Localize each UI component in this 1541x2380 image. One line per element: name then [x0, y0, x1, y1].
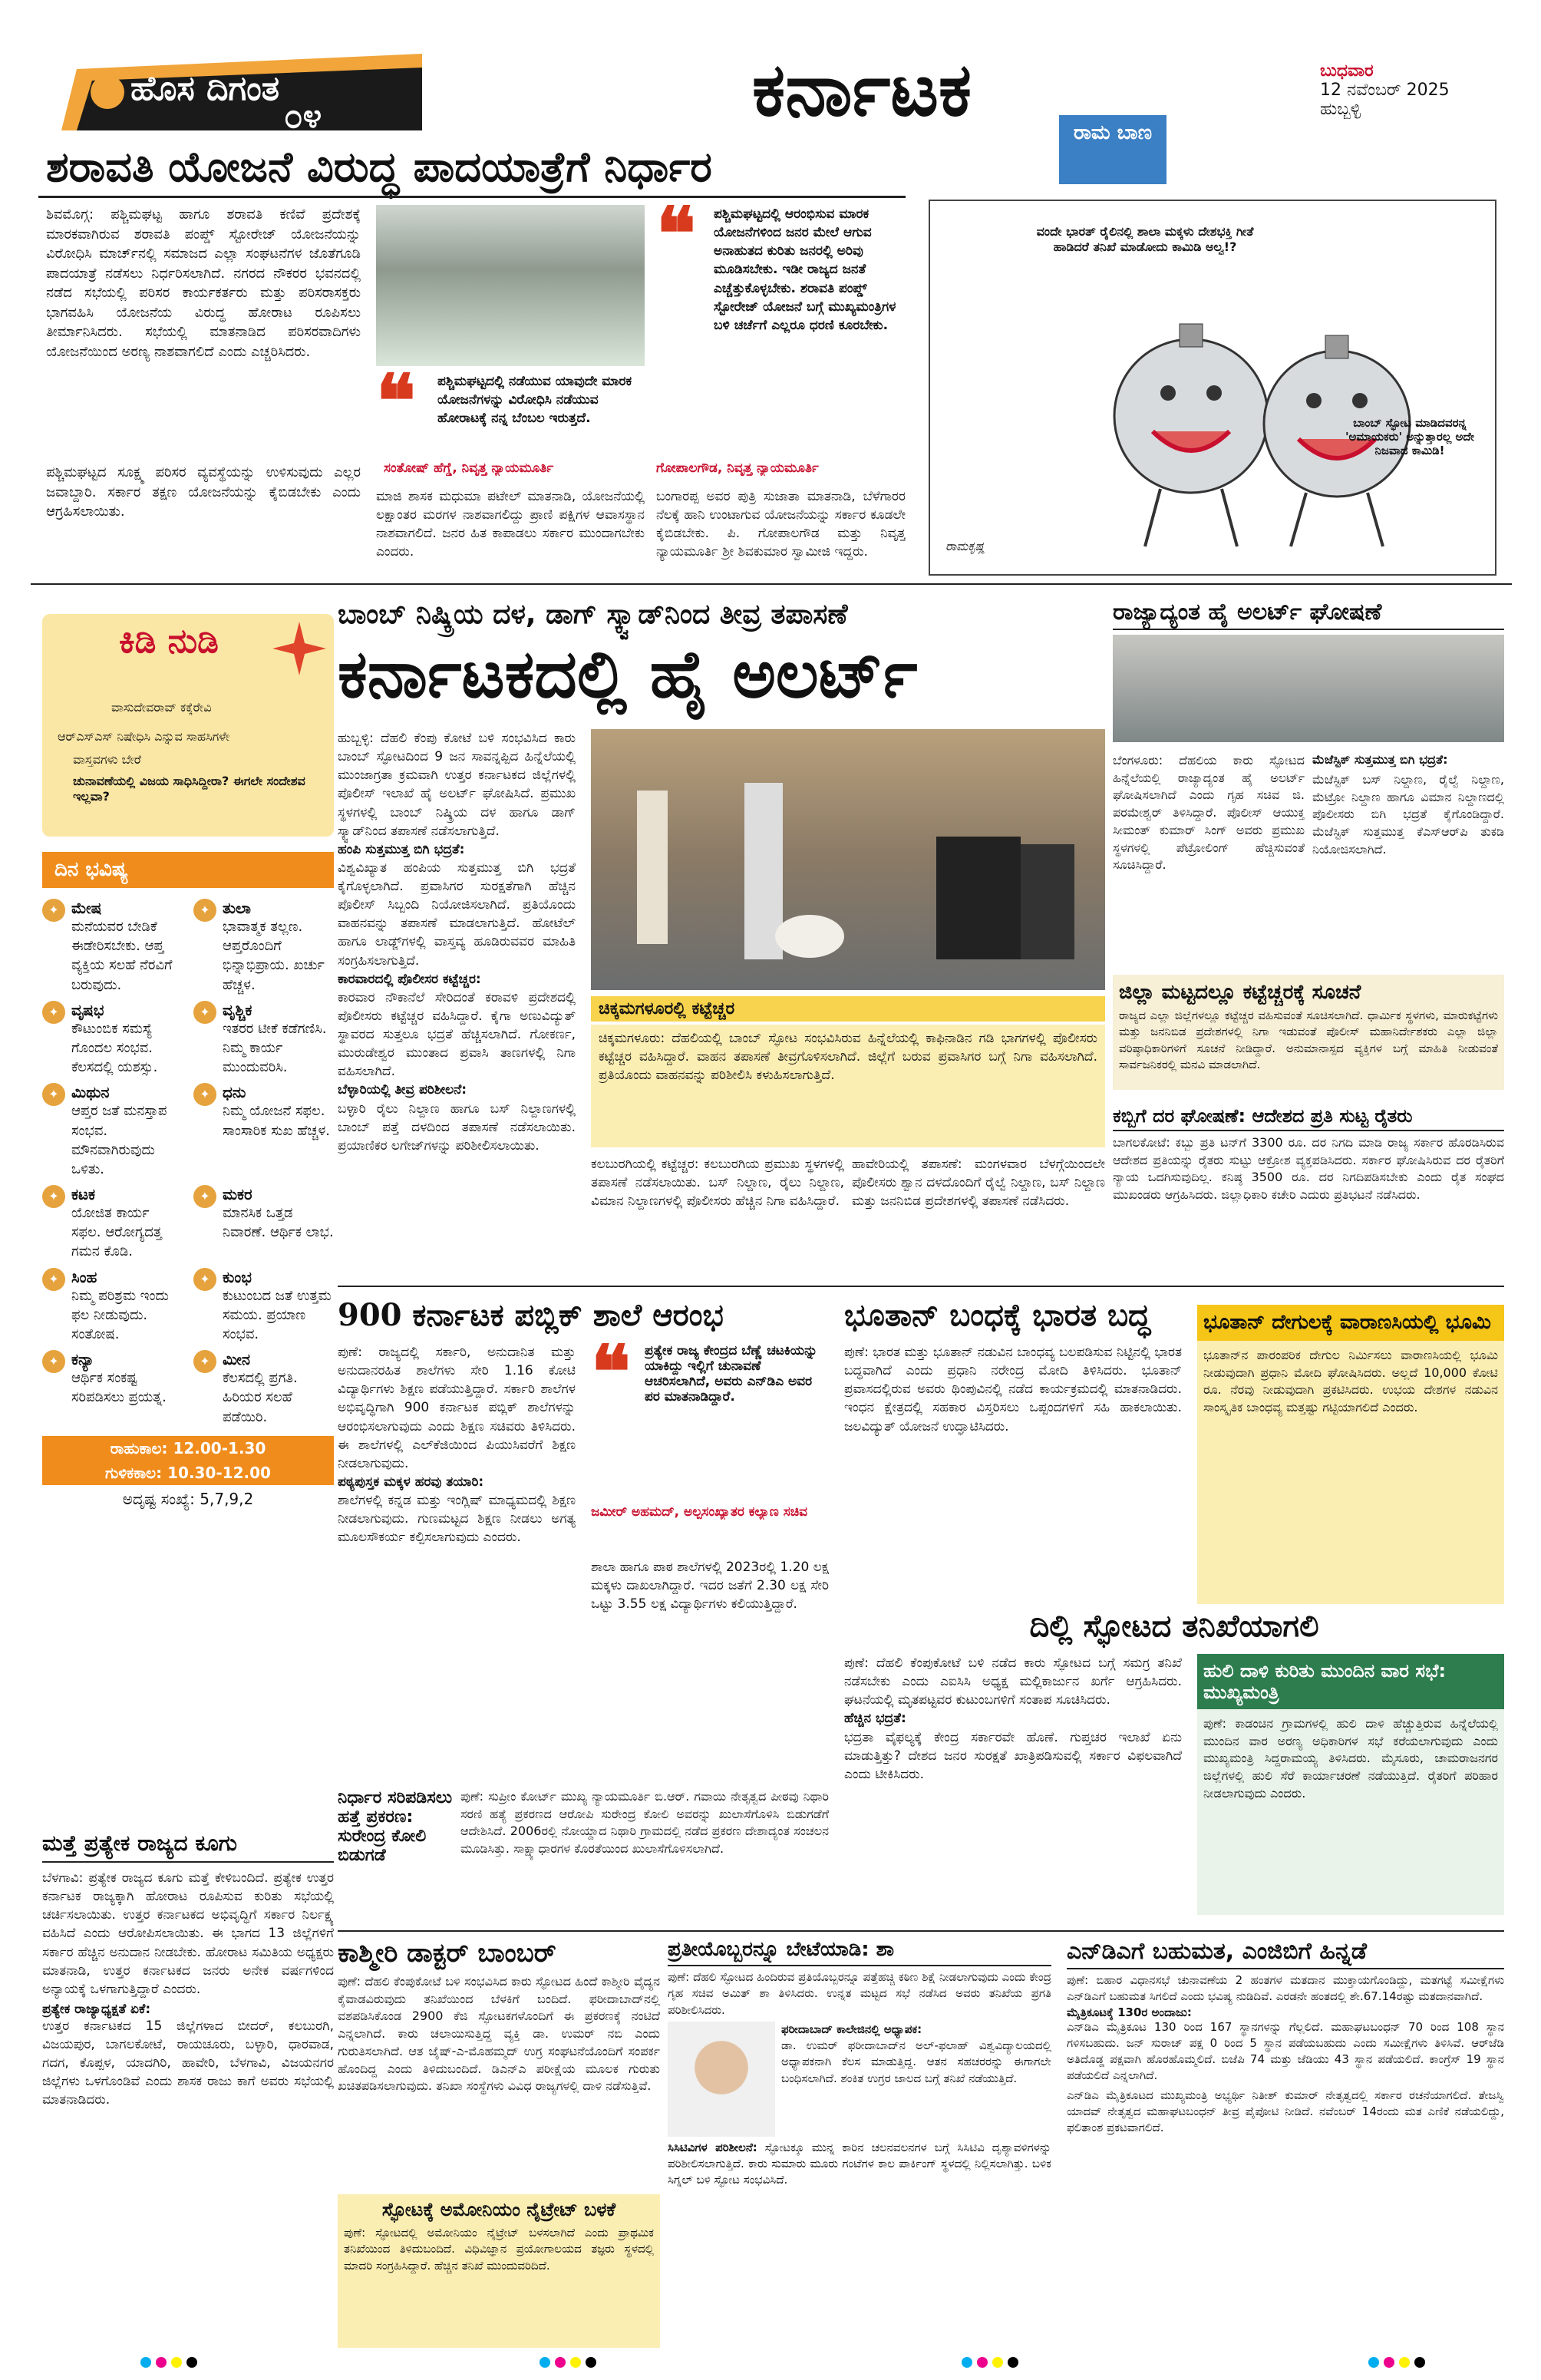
tiger-box-body: ಪುಣೆ: ಕಾಡಂಚಿನ ಗ್ರಾಮಗಳಲ್ಲಿ ಹುಲಿ ದಾಳಿ ಹೆಚ್ಚುತ್ತಿರುವ ಹಿನ್ನೆಲೆಯಲ್ಲಿ ಮುಂದಿನ ವಾರ ಅರಣ್ಯ ಅಧಿಕಾರಿಗಳ ಸಭೆ ಕರೆಯಲಾಗುವುದು ಎಂದು ಮುಖ್ಯಮಂತ್ರಿ ಸಿದ್ದರಾಮಯ್ಯ ತಿಳಿಸಿದರು. ಮೈಸೂರು, ಚಾಮರಾಜನಗರ ಜಿಲ್ಲೆಗಳಲ್ಲಿ ಹುಲಿ ಸೆರೆ ಕಾರ್ಯಾಚರಣೆ ನಡೆಯುತ್ತಿದೆ. ರೈತರಿಗೆ ಪರಿಹಾರ ನೀಡಲಾಗುವುದು ಎಂದರು.	[1203, 1716, 1498, 1801]
horoscope-sign	[193, 998, 334, 1081]
school-quote-byline: ಜಮೀರ್ ಅಹಮದ್, ಅಲ್ಪಸಂಖ್ಯಾತರ ಕಲ್ಯಾಣ ಸಚಿವ	[591, 1504, 808, 1520]
zodiac-icon: ✦	[42, 1350, 65, 1373]
kidi-title: ಕಿಡಿ ನುಡಿ	[119, 622, 219, 661]
zodiac-icon: ✦	[42, 1268, 65, 1291]
registration-marks-right	[959, 2356, 1021, 2371]
nithari-story	[338, 1788, 829, 1926]
kashmiri-headline[interactable]: ಕಾಶ್ಮೀರಿ ಡಾಕ್ಟರ್ ಬಾಂಬರ್	[338, 1938, 556, 1969]
photo-caption: ಚಿಕ್ಕಮಗಳೂರಲ್ಲಿ ಕಟ್ಟೆಚ್ಚರ	[591, 996, 1105, 1022]
sign-text: ಇತರರ ಟೀಕೆ ಕಡೆಗಣಿಸಿ. ನಿಮ್ಮ ಕಾರ್ಯ ಮುಂದುವರಿಸಿ.	[223, 1020, 327, 1076]
statewide-body-2: ಮೆಜೆಸ್ಟಿಕ್ ಬಸ್ ನಿಲ್ದಾಣ, ರೈಲ್ವೆ ನಿಲ್ದಾಣ, ಮೆಟ್ರೋ ನಿಲ್ದಾಣ ಹಾಗೂ ವಿಮಾನ ನಿಲ್ದಾಣದಲ್ಲಿ ಪೊಲೀಸರು ಬಿಗಿ ಭದ್ರತೆ ಕೈಗೊಂಡಿದ್ದಾರೆ. ಮೆಜೆಸ್ಟಿಕ್ ಸುತ್ತಮುತ್ತ ಕೆಎಸ್‌ಆರ್‌ಪಿ ತುಕಡಿ ನಿಯೋಜಿಸಲಾಗಿದೆ.	[1312, 772, 1504, 857]
story-body-col2: ಮಾಜಿ ಶಾಸಕ ಮಧುಮಾ ಪಟೇಲ್ ಮಾತನಾಡಿ, ಯೋಜನೆಯಲ್ಲಿ ಲಕ್ಷಾಂತರ ಮರಗಳ ನಾಶವಾಗಲಿದ್ದು ಪ್ರಾಣಿ ಪಕ್ಷಿಗಳ ಆವಾಸಸ್ಥಾನ ನಾಶವಾಗಲಿದೆ. ಜನರ ಹಿತ ಕಾಪಾಡಲು ಸರ್ಕಾರ ಮುಂದಾಗಬೇಕು ಎಂದರು.	[376, 489, 645, 560]
nda-subhead: ಮೈತ್ರಿಕೂಟಕ್ಕೆ 130ರ ಅಂದಾಜು:	[1067, 2005, 1192, 2019]
edition-place: ಹುಬ್ಬಳ್ಳಿ	[1320, 100, 1361, 119]
sign-text: ಕೌಟುಂಬಿಕ ಸಮಸ್ಯೆ ಗೊಂದಲ ಸಂಭವ. ಕೆಲಸದಲ್ಲಿ ಯಶಸ್ಸು.	[71, 1020, 158, 1076]
registration-marks-center	[537, 2356, 599, 2371]
nda-body-2: ಎನ್‌ಡಿಎ ಮೈತ್ರಿಕೂಟ 130 ರಿಂದ 167 ಸ್ಥಾನಗಳನ್ನು ಗೆಲ್ಲಲಿದೆ. ಮಹಾಘಟಬಂಧನ್ 70 ರಿಂದ 108 ಸ್ಥಾನ ಗಳಿಸಬಹುದು. ಜನ್ ಸುರಾಜ್ ಪಕ್ಷ 0 ರಿಂದ 5 ಸ್ಥಾನ ಪಡೆಯಬಹುದು ಎಂದು ಸಮೀಕ್ಷೆಗಳು ತಿಳಿಸಿವೆ. ಆರ್‌ಜೆಡಿ ಅತಿದೊಡ್ಡ ಪಕ್ಷವಾಗಿ ಹೊರಹೊಮ್ಮಲಿದೆ. ಬಿಜೆಪಿ 74 ಮತ್ತು ಜೆಡಿಯು 43 ಸ್ಥಾನ ಪಡೆಯಲಿದೆ. ಕಾಂಗ್ರೆಸ್ 19 ಸ್ಥಾನ ಪಡೆಯಲಿದೆ ಎನ್ನಲಾಗಿದೆ.	[1067, 2019, 1504, 2083]
kooga-headline[interactable]: ಮತ್ತೆ ಪ್ರತ್ಯೇಕ ರಾಜ್ಯದ ಕೂಗು	[42, 1830, 334, 1863]
logo-text: ಹೊಸ ದಿಗಂತ	[130, 69, 280, 108]
horoscope-sign	[42, 896, 183, 998]
quote2-byline: ಗೋಪಾಲಗೌಡ, ನಿವೃತ್ತ ನ್ಯಾಯಮೂರ್ತಿ	[656, 460, 819, 476]
delhi-headline[interactable]: ದಿಲ್ಲಿ ಸ್ಫೋಟದ ತನಿಖೆಯಾಗಲಿ	[1029, 1608, 1319, 1644]
quote-icon: ❝	[376, 372, 416, 431]
school-story	[338, 1297, 829, 1773]
kashmiri-story	[338, 1938, 660, 2352]
sign-name: ಮೀನ	[223, 1350, 250, 1369]
issue-date: 12 ನವೆಂಬರ್ 2025	[1320, 81, 1450, 100]
sign-text: ಕುಟುಂಬದ ಜತೆ ಉತ್ತಮ ಸಮಯ. ಪ್ರಯಾಣ ಸಂಭವ.	[223, 1287, 332, 1342]
page-number: ೦೪	[284, 97, 322, 136]
statewide-subhead: ಮೆಜೆಸ್ಟಿಕ್ ಸುತ್ತಮುತ್ತ ಬಿಗಿ ಭದ್ರತೆ:	[1312, 752, 1448, 767]
section-title: ಕರ್ನಾಟಕ	[752, 46, 972, 133]
lucky-number: ಅದೃಷ್ಟ ಸಂಖ್ಯೆ: 5,7,9,2	[122, 1489, 254, 1508]
bhutan-box-title[interactable]: ಭೂತಾನ್ ದೇಗುಲಕ್ಕೆ ವಾರಾಣಸಿಯಲ್ಲಿ ಭೂಮಿ	[1197, 1305, 1504, 1341]
horoscope-sign	[193, 1182, 334, 1265]
gulikakala: ಗುಳಿಕಕಾಲ: 10.30-12.00	[42, 1461, 334, 1485]
sign-name: ಮಕರ	[223, 1185, 252, 1204]
school-body: ಪುಣೆ: ರಾಜ್ಯದಲ್ಲಿ ಸರ್ಕಾರಿ, ಅನುದಾನಿತ ಮತ್ತು ಅನುದಾನರಹಿತ ಶಾಲೆಗಳು ಸೇರಿ 1.16 ಕೋಟಿ ವಿದ್ಯಾರ್ಥಿಗಳು ಶಿಕ್ಷಣ ಪಡೆಯುತ್ತಿದ್ದಾರೆ. ಸರ್ಕಾರಿ ಶಾಲೆಗಳ ಅಭಿವೃದ್ಧಿಗಾಗಿ 900 ಕರ್ನಾಟಕ ಪಬ್ಲಿಕ್ ಶಾಲೆಗಳನ್ನು ಆರಂಭಿಸಲಾಗುವುದು ಎಂದು ಶಿಕ್ಷಣ ಸಚಿವರು ತಿಳಿಸಿದರು. ಈ ಶಾಲೆಗಳಲ್ಲಿ ಎಲ್‌ಕೆಜಿಯಿಂದ ಪಿಯುಸಿವರೆಗೆ ಶಿಕ್ಷಣ ನೀಡಲಾಗುವುದು. ಪಠ್ಯಪುಸ್ತಕ ಮಕ್ಕಳ ಹರವು ತಯಾರಿ: ಶಾಲೆಗಳಲ್ಲಿ ಕನ್ನಡ ಮತ್ತು ಇಂಗ್ಲಿಷ್ ಮಾಧ್ಯಮದಲ್ಲಿ ಶಿಕ್ಷಣ ನೀಡಲಾಗುವುದು. ಗುಣಮಟ್ಟದ ಶಿಕ್ಷಣ ನೀಡಲು ಅಗತ್ಯ ಮೂಲಸೌಕರ್ಯ ಕಲ್ಪಿಸಲಾಗುವುದು ಎಂದರು.	[338, 1345, 576, 1546]
sugarcane-headline[interactable]: ಕಬ್ಬಿಗೆ ದರ ಘೋಷಣೆ: ಆದೇಶದ ಪ್ರತಿ ಸುಟ್ಟ ರೈತರು	[1113, 1105, 1504, 1131]
station-photo	[591, 729, 1105, 990]
horoscope-sign	[42, 1347, 183, 1430]
speech-bubble-2: ಬಾಂಬ್ ಸ್ಫೋಟ ಮಾಡಿದವರನ್ನ 'ಅಮಾಯಕರು' ಅನ್ನುತ್ತಾರಲ್ಲ ಅದೇ ನಿಜವಾದ ಕಾಮಿಡಿ!	[1345, 416, 1475, 457]
tiger-box	[1197, 1654, 1504, 1915]
shah-story	[668, 1938, 1051, 2352]
cartoonist-signature: ರಾಮಕೃಷ್ಣ	[945, 539, 985, 553]
sign-name: ಕುಂಭ	[223, 1267, 252, 1286]
sign-name: ಧನು	[223, 1083, 246, 1102]
bhutan-body: ಪುಣೆ: ಭಾರತ ಮತ್ತು ಭೂತಾನ್ ನಡುವಿನ ಬಾಂಧವ್ಯ ಬಲಪಡಿಸುವ ನಿಟ್ಟಿನಲ್ಲಿ ಭಾರತ ಬದ್ಧವಾಗಿದೆ ಎಂದು ಪ್ರಧಾನಿ ನರೇಂದ್ರ ಮೋದಿ ತಿಳಿಸಿದರು. ಭೂತಾನ್ ಪ್ರವಾಸದಲ್ಲಿರುವ ಅವರು ಥಿಂಪುವಿನಲ್ಲಿ ನಡೆದ ಕಾರ್ಯಕ್ರಮದಲ್ಲಿ ಮಾತನಾಡಿದರು. ಇಂಧನ ಕ್ಷೇತ್ರದಲ್ಲಿ ಸಹಕಾರ ವಿಸ್ತರಿಸಲು ಒಪ್ಪಂದಗಳಿಗೆ ಸಹಿ ಹಾಕಲಾಯಿತು. ಜಲವಿದ್ಯುತ್ ಯೋಜನೆ ಉದ್ಘಾಟಿಸಿದರು.	[844, 1345, 1182, 1434]
horoscope-title: ದಿನ ಭವಿಷ್ಯ	[42, 852, 334, 888]
horoscope-panel	[42, 852, 334, 1827]
tiger-box-title[interactable]: ಹುಲಿ ದಾಳಿ ಕುರಿತು ಮುಂದಿನ ವಾರ ಸಭೆ: ಮುಖ್ಯಮಂತ್ರಿ	[1197, 1654, 1504, 1709]
horoscope-grid	[42, 888, 334, 1430]
sign-text: ಆರ್ಥಿಕ ಸಂಕಷ್ಟ ಸರಿಪಡಿಸಲು ಪ್ರಯತ್ನ.	[71, 1370, 167, 1406]
bhutan-story	[844, 1297, 1504, 1604]
bhutan-headline[interactable]: ಭೂತಾನ್ ಬಂಧಕ್ಕೆ ಭಾರತ ಬದ್ಧ	[844, 1297, 1151, 1333]
weekday: ಬುಧವಾರ	[1320, 61, 1374, 81]
horoscope-sign	[193, 896, 334, 998]
delhi-body: ಪುಣೆ: ದೆಹಲಿ ಕೆಂಪುಕೋಟೆ ಬಳಿ ನಡೆದ ಕಾರು ಸ್ಫೋಟದ ಬಗ್ಗೆ ಸಮಗ್ರ ತನಿಖೆ ನಡೆಸಬೇಕು ಎಂದು ಎಐಸಿಸಿ ಅಧ್ಯಕ್ಷ ಮಲ್ಲಿಕಾರ್ಜುನ ಖರ್ಗೆ ಆಗ್ರಹಿಸಿದರು. ಘಟನೆಯಲ್ಲಿ ಮೃತಪಟ್ಟವರ ಕುಟುಂಬಗಳಿಗೆ ಸಂತಾಪ ಸೂಚಿಸಿದರು. ಹೆಚ್ಚಿನ ಭದ್ರತೆ: ಭದ್ರತಾ ವೈಫಲ್ಯಕ್ಕೆ ಕೇಂದ್ರ ಸರ್ಕಾರವೇ ಹೊಣೆ. ಗುಪ್ತಚರ ಇಲಾಖೆ ಏನು ಮಾಡುತ್ತಿತ್ತು? ದೇಶದ ಜನರ ಸುರಕ್ಷತೆ ಖಾತ್ರಿಪಡಿಸುವಲ್ಲಿ ಸರ್ಕಾರ ವಿಫಲವಾಗಿದೆ ಎಂದು ಟೀಕಿಸಿದರು.	[844, 1655, 1182, 1782]
kidi-line-3: ಚುನಾವಣೆಯಲ್ಲಿ ವಿಜಯ ಸಾಧಿಸಿದ್ದೀರಾ? ಈಗಲೇ ಸಂದೇಶವ ಇಲ್ಲವಾ?	[73, 774, 305, 804]
spark-icon	[272, 622, 326, 675]
amit-shah-photo	[668, 2022, 775, 2137]
zodiac-icon: ✦	[193, 899, 216, 922]
sign-text: ಯೋಜಿತ ಕಾರ್ಯ ಸಫಲ. ಆರೋಗ್ಯದತ್ತ ಗಮನ ಕೊಡಿ.	[71, 1205, 162, 1260]
kidi-line-1: ಆರ್‌ಎಸ್‌ಎಸ್ ನಿಷೇಧಿಸಿ ಎನ್ನುವ ಸಾಹಸಿಗಳೇ	[58, 729, 230, 744]
story-body-col1: ಶಿವಮೊಗ್ಗ: ಪಶ್ಚಿಮಘಟ್ಟ ಹಾಗೂ ಶರಾವತಿ ಕಣಿವೆ ಪ್ರದೇಶಕ್ಕೆ ಮಾರಕವಾಗಿರುವ ಶರಾವತಿ ಪಂಪ್ಡ್ ಸ್ಟೋರೇಜ್ ಯೋಜನೆಯನ್ನು ವಿರೋಧಿಸಿ ಮಾರ್ಚ್‌ನಲ್ಲಿ ಸಮಾಜದ ಎಲ್ಲಾ ಸಂಘಟನೆಗಳ ಜೊತೆಗೂಡಿ ಪಾದಯಾತ್ರೆ ನಡೆಸಲು ನಿರ್ಧರಿಸಲಾಗಿದೆ. ನಗರದ ನೌಕರರ ಭವನದಲ್ಲಿ ನಡೆದ ಸಭೆಯಲ್ಲಿ ಪರಿಸರ ಕಾರ್ಯಕರ್ತರು ಮತ್ತು ಪರಿಸರಾಸಕ್ತರು ಭಾಗವಹಿಸಿ ಯೋಜನೆಯ ವಿರುದ್ಧ ಹೋರಾಟ ರೂಪಿಸಲು ತೀರ್ಮಾನಿಸಿದರು. ಸಭೆಯಲ್ಲಿ ಮಾತನಾಡಿದ ಪರಿಸರವಾದಿಗಳು ಯೋಜನೆಯಿಂದ ಅರಣ್ಯ ನಾಶವಾಗಲಿದೆ ಎಂದು ಎಚ್ಚರಿಸಿದರು.	[46, 206, 361, 360]
horoscope-sign	[193, 1265, 334, 1348]
zodiac-icon: ✦	[42, 1001, 65, 1024]
masthead-logo[interactable]	[61, 46, 430, 138]
school-body-2: ಶಾಲಾ ಹಾಗೂ ಪಾಠ ಶಾಲೆಗಳಲ್ಲಿ 2023ರಲ್ಲಿ 1.20 ಲಕ್ಷ ಮಕ್ಕಳು ದಾಖಲಾಗಿದ್ದಾರೆ. ಇದರ ಜತೆಗೆ 2.30 ಲಕ್ಷ ಸೇರಿ ಒಟ್ಟು 3.55 ಲಕ್ಷ ವಿದ್ಯಾರ್ಥಿಗಳು ಕಲಿಯುತ್ತಿದ್ದಾರೆ.	[591, 1560, 829, 1613]
cartoon-box	[929, 200, 1496, 576]
sign-name: ಮಿಥುನ	[71, 1083, 110, 1102]
quote2-text: ಪಶ್ಚಿಮಘಟ್ಟದಲ್ಲಿ ಆರಂಭಿಸುವ ಮಾರಕ ಯೋಜನೆಗಳಿಂದ ಜನರ ಮೇಲೆ ಆಗುವ ಅನಾಹುತದ ಕುರಿತು ಜನರಲ್ಲಿ ಅರಿವು ಮೂಡಿಸಬೇಕು. ಇಡೀ ರಾಜ್ಯದ ಜನತೆ ಎಚ್ಚೆತ್ತುಕೊಳ್ಳಬೇಕು. ಶರಾವತಿ ಪಂಪ್ಡ್ ಸ್ಟೋರೇಜ್ ಯೋಜನೆ ಬಗ್ಗೆ ಮುಖ್ಯಮಂತ್ರಿಗಳ ಬಳಿ ಚರ್ಚೆಗೆ ಎಲ್ಲರೂ ಧರಣಿ ಕೂರಬೇಕು.	[714, 206, 896, 333]
high-alert-story	[338, 599, 1105, 1274]
nithari-body: ಪುಣೆ: ಸುಪ್ರೀಂ ಕೋರ್ಟ್ ಮುಖ್ಯ ನ್ಯಾಯಮೂರ್ತಿ ಬಿ.ಆರ್. ಗವಾಯಿ ನೇತೃತ್ವದ ಪೀಠವು ನಿಥಾರಿ ಸರಣಿ ಹತ್ಯೆ ಪ್ರಕರಣದ ಆರೋಪಿ ಸುರೇಂದ್ರ ಕೋಲಿ ಅವರನ್ನು ಖುಲಾಸೆಗೊಳಿಸಿ ಬಿಡುಗಡೆಗೆ ಆದೇಶಿಸಿದೆ. 2006ರಲ್ಲಿ ನೋಯ್ಡಾದ ನಿಥಾರಿ ಗ್ರಾಮದಲ್ಲಿ ನಡೆದ ಪ್ರಕರಣ ದೇಶಾದ್ಯಂತ ಸಂಚಲನ ಮೂಡಿಸಿತ್ತು. ಸಾಕ್ಷ್ಯಾಧಾರಗಳ ಕೊರತೆಯಿಂದ ಖುಲಾಸೆಗೊಳಿಸಲಾಗಿದೆ.	[460, 1789, 829, 1857]
quote-icon-2: ❝	[656, 205, 696, 264]
dog-squad-icon	[591, 729, 1105, 990]
photo-body: ಚಿಕ್ಕಮಗಳೂರು: ದೆಹಲಿಯಲ್ಲಿ ಬಾಂಬ್ ಸ್ಫೋಟ ಸಂಭವಿಸಿರುವ ಹಿನ್ನೆಲೆಯಲ್ಲಿ ಕಾಫಿನಾಡಿನ ಗಡಿ ಭಾಗಗಳಲ್ಲಿ ಪೊಲೀಸರು ಕಟ್ಟೆಚ್ಚರ ವಹಿಸಿದ್ದಾರೆ. ವಾಹನ ತಪಾಸಣೆ ತೀವ್ರಗೊಳಿಸಲಾಗಿದೆ. ಜಿಲ್ಲೆಗೆ ಬರುವ ಪ್ರವಾಸಿಗರ ಬಗ್ಗೆ ನಿಗಾ ವಹಿಸಲಾಗಿದೆ. ಪ್ರತಿಯೊಂದು ವಾಹನವನ್ನು ಪರಿಶೀಲಿಸಿ ಕಳುಹಿಸಲಾಗುತ್ತಿದೆ.	[591, 1025, 1105, 1147]
kooga-body: ಬೆಳಗಾವಿ: ಪ್ರತ್ಯೇಕ ರಾಜ್ಯದ ಕೂಗು ಮತ್ತೆ ಕೇಳಿಬಂದಿದೆ. ಪ್ರತ್ಯೇಕ ಉತ್ತರ ಕರ್ನಾಟಕ ರಾಜ್ಯಕ್ಕಾಗಿ ಹೋರಾಟ ರೂಪಿಸುವ ಕುರಿತು ಸಭೆಯಲ್ಲಿ ಚರ್ಚಿಸಲಾಯಿತು. ಉತ್ತರ ಕರ್ನಾಟಕದ ಅಭಿವೃದ್ಧಿಗೆ ಸರ್ಕಾರ ನಿರ್ಲಕ್ಷ್ಯ ವಹಿಸಿದೆ ಎಂದು ಆರೋಪಿಸಲಾಯಿತು. ಈ ಭಾಗದ 13 ಜಿಲ್ಲೆಗಳಿಗೆ ಸರ್ಕಾರ ಹೆಚ್ಚಿನ ಅನುದಾನ ನೀಡಬೇಕು. ಹೋರಾಟ ಸಮಿತಿಯ ಅಧ್ಯಕ್ಷರು ಮಾತನಾಡಿ, ಉತ್ತರ ಕರ್ನಾಟಕದ ಜನರು ಅನೇಕ ವರ್ಷಗಳಿಂದ ಅನ್ಯಾಯಕ್ಕೆ ಒಳಗಾಗುತ್ತಿದ್ದಾರೆ ಎಂದರು.	[42, 1870, 334, 1997]
story-headline[interactable]: ಶರಾವತಿ ಯೋಜನೆ ವಿರುದ್ಧ ಪಾದಯಾತ್ರೆಗೆ ನಿರ್ಧಾರ	[46, 142, 712, 191]
sign-name: ಸಿಂಹ	[71, 1267, 97, 1286]
quote1-text: ಪಶ್ಚಿಮಘಟ್ಟದಲ್ಲಿ ನಡೆಯುವ ಯಾವುದೇ ಮಾರಕ ಯೋಜನೆಗಳನ್ನು ವಿರೋಧಿಸಿ ನಡೆಯುವ ಹೋರಾಟಕ್ಕೆ ನನ್ನ ಬೆಂಬಲ ಇರುತ್ತದೆ.	[437, 374, 632, 427]
sugarcane-body: ಬಾಗಲಕೋಟೆ: ಕಬ್ಬು ಪ್ರತಿ ಟನ್‌ಗೆ 3300 ರೂ. ದರ ನಿಗದಿ ಮಾಡಿ ರಾಜ್ಯ ಸರ್ಕಾರ ಹೊರಡಿಸಿರುವ ಆದೇಶದ ಪ್ರತಿಯನ್ನು ರೈತರು ಸುಟ್ಟು ಆಕ್ರೋಶ ವ್ಯಕ್ತಪಡಿಸಿದರು. ಸರ್ಕಾರ ಘೋಷಿಸಿರುವ ದರ ರೈತರಿಗೆ ನ್ಯಾಯ ಒದಗಿಸುವುದಿಲ್ಲ. ಕನಿಷ್ಠ 3500 ರೂ. ದರ ನಿಗದಿಪಡಿಸಬೇಕು ಎಂದು ರೈತ ಸಂಘದ ಮುಖಂಡರು ಆಗ್ರಹಿಸಿದರು. ಜಿಲ್ಲಾಧಿಕಾರಿ ಕಚೇರಿ ಎದುರು ಪ್ರತಿಭಟನೆ ನಡೆಸಿದರು.	[1113, 1135, 1504, 1203]
alert-kicker: ಬಾಂಬ್ ನಿಷ್ಕ್ರಿಯ ದಳ, ಡಾಗ್ ಸ್ಕ್ವಾಡ್‌ನಿಂದ ತೀವ್ರ ತಪಾಸಣೆ	[338, 599, 848, 630]
school-quote: ಪ್ರತ್ಯೇಕ ರಾಜ್ಯ ಕೇಂದ್ರದ ಬೆಣ್ಣೆ ಚಟಕಿಯನ್ನು ಯಾಕಿದ್ದು ಇಲ್ಲಿಗೆ ಚುನಾವಣೆ ಆಚರಿಸಲಾಗಿದೆ, ಅವರು ಎನ್‌ಡಿಎ ಅವರ ಪರ ಮಾತನಾಡಿದ್ದಾರೆ.	[645, 1343, 818, 1405]
kidi-nudi-box	[42, 614, 334, 837]
kooga-body-2: ಉತ್ತರ ಕರ್ನಾಟಕದ 15 ಜಿಲ್ಲೆಗಳಾದ ಬೀದರ್, ಕಲಬುರಗಿ, ವಿಜಯಪುರ, ಬಾಗಲಕೋಟೆ, ರಾಯಚೂರು, ಬಳ್ಳಾರಿ, ಧಾರವಾಡ, ಗದಗ, ಕೊಪ್ಪಳ, ಯಾದಗಿರಿ, ಹಾವೇರಿ, ಬೆಳಗಾವಿ, ವಿಜಯನಗರ ಜಿಲ್ಲೆಗಳು ಒಳಗೊಂಡಿವೆ ಎಂದು ಶಾಸಕ ರಾಜು ಕಾಗೆ ಅವರು ಸಭೆಯಲ್ಲಿ ಮಾತನಾಡಿದರು.	[42, 2018, 334, 2108]
sugarcane-story	[1113, 1105, 1504, 1282]
zodiac-icon: ✦	[193, 1185, 216, 1208]
shah-body-3: ಸಿಸಿಟಿವಿಗಳ ಪರಿಶೀಲನೆ: ಸ್ಫೋಟಕ್ಕೂ ಮುನ್ನ ಕಾರಿನ ಚಲನವಲನಗಳ ಬಗ್ಗೆ ಸಿಸಿಟಿವಿ ದೃಶ್ಯಾವಳಿಗಳನ್ನು ಪರಿಶೀಲಿಸಲಾಗುತ್ತಿದೆ. ಕಾರು ಸುಮಾರು ಮೂರು ಗಂಟೆಗಳ ಕಾಲ ಪಾರ್ಕಿಂಗ್ ಸ್ಥಳದಲ್ಲಿ ನಿಲ್ಲಿಸಲಾಗಿತ್ತು. ಬಳಿಕ ಸಿಗ್ನಲ್ ಬಳಿ ಸ್ಫೋಟ ಸಂಭವಿಸಿದೆ.	[668, 2140, 1051, 2187]
shah-body-2: ಫರೀದಾಬಾದ್ ಕಾಲೇಜಿನಲ್ಲಿ ಅಧ್ಯಾಪಕ: ಡಾ. ಉಮರ್ ಫರೀದಾಬಾದ್‌ನ ಅಲ್-ಫಲಾಹ್ ವಿಶ್ವವಿದ್ಯಾಲಯದಲ್ಲಿ ಅಧ್ಯಾಪಕನಾಗಿ ಕೆಲಸ ಮಾಡುತ್ತಿದ್ದ. ಆತನ ಸಹಚರರನ್ನು ಈಗಾಗಲೇ ಬಂಧಿಸಲಾಗಿದೆ. ಶಂಕಿತ ಉಗ್ರರ ಜಾಲದ ಬಗ್ಗೆ ತನಿಖೆ ನಡೆಯುತ್ತಿದೆ.	[781, 2022, 1051, 2085]
story-body-col1b: ಪಶ್ಚಿಮಘಟ್ಟದ ಸೂಕ್ಷ್ಮ ಪರಿಸರ ವ್ಯವಸ್ಥೆಯನ್ನು ಉಳಿಸುವುದು ಎಲ್ಲರ ಜವಾಬ್ದಾರಿ. ಸರ್ಕಾರ ತಕ್ಷಣ ಯೋಜನೆಯನ್ನು ಕೈಬಿಡಬೇಕು ಎಂದು ಆಗ್ರಹಿಸಲಾಯಿತು.	[46, 464, 361, 520]
horoscope-sign	[193, 1347, 334, 1430]
speech-bubble-1: ವಂದೇ ಭಾರತ್ ರೈಲಿನಲ್ಲಿ ಶಾಲಾ ಮಕ್ಕಳು ದೇಶಭಕ್ತಿ ಗೀತೆ ಹಾಡಿದರೆ ತನಿಖೆ ಮಾಡೋದು ಕಾಮಿಡಿ ಅಲ್ವ!?	[1036, 224, 1254, 254]
alert-body-col2: ಕಲಬುರಗಿಯಲ್ಲಿ ಕಟ್ಟೆಚ್ಚರ: ಕಲಬುರಗಿಯ ಪ್ರಮುಖ ಸ್ಥಳಗಳಲ್ಲಿ ತಪಾಸಣೆ ನಡೆಸಲಾಯಿತು. ಬಸ್ ನಿಲ್ದಾಣ, ರೈಲು ನಿಲ್ದಾಣ, ವಿಮಾನ ನಿಲ್ದಾಣಗಳಲ್ಲಿ ಪೊಲೀಸರು ಹೆಚ್ಚಿನ ನಿಗಾ ವಹಿಸಿದ್ದಾರೆ.	[591, 1157, 844, 1210]
zodiac-icon: ✦	[42, 899, 65, 922]
sign-text: ಕೆಲಸದಲ್ಲಿ ಪ್ರಗತಿ. ಹಿರಿಯರ ಸಲಹೆ ಪಡೆಯಿರಿ.	[223, 1370, 298, 1425]
quote1-byline: ಸಂತೋಷ್ ಹೆಗ್ಡೆ, ನಿವೃತ್ತ ನ್ಯಾಯಮೂರ್ತಿ	[384, 460, 554, 476]
statewide-headline[interactable]: ರಾಜ್ಯಾದ್ಯಂತ ಹೈ ಅಲರ್ಟ್ ಘೋಷಣೆ	[1113, 599, 1504, 630]
kidi-line-2: ವಾಸ್ತವಗಳು ಬೇರೆ	[73, 752, 141, 767]
cartoon-panel	[921, 115, 1504, 576]
story-body-col3: ಬಂಗಾರಪ್ಪ ಅವರ ಪುತ್ರಿ ಸುಜಾತಾ ಮಾತನಾಡಿ, ಬೆಳೆಗಾರರ ನೆಲಕ್ಕೆ ಹಾನಿ ಉಂಟಾಗುವ ಯೋಜನೆಯನ್ನು ಸರ್ಕಾರ ಕೂಡಲೇ ಕೈಬಿಡಬೇಕು. ಪಿ. ಗೋಪಾಲಗೌಡ ಮತ್ತು ನಿವೃತ್ತ ನ್ಯಾಯಮೂರ್ತಿ ಶ್ರೀ ಶಿವಕುಮಾರ ಸ್ವಾಮೀಜಿ ಇದ್ದರು.	[656, 489, 906, 560]
statewide-story	[1113, 599, 1504, 959]
sign-text: ಮನೆಯವರ ಬೇಡಿಕೆ ಈಡೇರಿಸಬೇಕು. ಆಪ್ತ ವ್ಯಕ್ತಿಯ ಸಲಹೆ ನೆರವಿಗೆ ಬರುವುದು.	[71, 919, 173, 993]
registration-marks-far-right	[1366, 2356, 1427, 2371]
rahukala: ರಾಹುಕಾಲ: 12.00-1.30	[42, 1436, 334, 1461]
zodiac-icon: ✦	[42, 1083, 65, 1106]
sharavathi-story	[38, 142, 906, 572]
alert-body-col3: ಹಾವೇರಿಯಲ್ಲಿ ತಪಾಸಣೆ: ಮಂಗಳವಾರ ಬೆಳಗ್ಗೆಯಿಂದಲೇ ಪೊಲೀಸರು ಶ್ವಾನ ದಳದೊಂದಿಗೆ ರೈಲ್ವೆ ನಿಲ್ದಾಣ, ಬಸ್ ನಿಲ್ದಾಣ ಮತ್ತು ಜನನಿಬಿಡ ಪ್ರದೇಶಗಳಲ್ಲಿ ತಪಾಸಣೆ ನಡೆಸಿದರು.	[852, 1157, 1105, 1210]
sign-text: ನಿಮ್ಮ ಯೋಜನೆ ಸಫಲ. ಸಾಂಸಾರಿಕ ಸುಖ ಹೆಚ್ಚಳ.	[223, 1103, 330, 1139]
kooga-subhead: ಪ್ರತ್ಯೇಕ ರಾಜ್ಯಾಧ್ಯಕ್ಷತೆ ಏಕೆ:	[42, 2001, 151, 2017]
sign-text: ಭಾವಾತ್ಮಕ ತಲ್ಲಣ. ಆಪ್ತರೊಂದಿಗೆ ಭಿನ್ನಾಭಿಪ್ರಾಯ. ಖರ್ಚು ಹೆಚ್ಚಳ.	[223, 919, 325, 993]
ammonium-box-title[interactable]: ಸ್ಫೋಟಕ್ಕೆ ಅಮೋನಿಯಂ ನೈಟ್ರೇಟ್ ಬಳಕೆ	[381, 2199, 616, 2220]
zodiac-icon: ✦	[193, 1001, 216, 1024]
zodiac-icon: ✦	[193, 1268, 216, 1291]
nda-story	[1067, 1938, 1504, 2352]
school-headline[interactable]: 900 ಕರ್ನಾಟಕ ಪಬ್ಲಿಕ್ ಶಾಲೆ ಆರಂಭ	[338, 1297, 724, 1333]
sign-name: ಕನ್ಯಾ	[71, 1350, 94, 1369]
masthead-date-block	[1320, 61, 1512, 119]
nda-body: ಪುಣೆ: ಬಿಹಾರ ವಿಧಾನಸಭೆ ಚುನಾವಣೆಯ 2 ಹಂತಗಳ ಮತದಾನ ಮುಕ್ತಾಯಗೊಂಡಿದ್ದು, ಮತಗಟ್ಟೆ ಸಮೀಕ್ಷೆಗಳು ಎನ್‌ಡಿಎಗೆ ಬಹುಮತ ಸಿಗಲಿದೆ ಎಂದು ಭವಿಷ್ಯ ನುಡಿದಿವೆ. ಎರಡನೇ ಹಂತದಲ್ಲಿ ಶೇ.67.14ರಷ್ಟು ಮತದಾನವಾಗಿದೆ.	[1067, 1973, 1504, 2004]
zodiac-icon: ✦	[193, 1350, 216, 1373]
horoscope-sign	[42, 1265, 183, 1348]
alert-headline[interactable]: ಕರ್ನಾಟಕದಲ್ಲಿ ಹೈ ಅಲರ್ಟ್	[338, 635, 918, 713]
alert-body-col1: ಹುಬ್ಬಳ್ಳಿ: ದೆಹಲಿ ಕೆಂಪು ಕೋಟೆ ಬಳಿ ಸಂಭವಿಸಿದ ಕಾರು ಬಾಂಬ್ ಸ್ಫೋಟದಿಂದ 9 ಜನ ಸಾವನ್ನಪ್ಪಿದ ಹಿನ್ನೆಲೆಯಲ್ಲಿ ಮುಂಜಾಗ್ರತಾ ಕ್ರಮವಾಗಿ ಉತ್ತರ ಕರ್ನಾಟಕದ ಜಿಲ್ಲೆಗಳಲ್ಲಿ ಪೊಲೀಸ್ ಇಲಾಖೆ ಹೈ ಅಲರ್ಟ್ ಘೋಷಿಸಿದೆ. ಪ್ರಮುಖ ಸ್ಥಳಗಳಲ್ಲಿ ಬಾಂಬ್ ನಿಷ್ಕ್ರಿಯ ದಳ ಹಾಗೂ ಡಾಗ್ ಸ್ಕ್ವಾಡ್‌ನಿಂದ ತಪಾಸಣೆ ನಡೆಸಲಾಗುತ್ತಿದೆ. ಹಂಪಿ ಸುತ್ತಮುತ್ತ ಬಿಗಿ ಭದ್ರತೆ: ವಿಶ್ವವಿಖ್ಯಾತ ಹಂಪಿಯ ಸುತ್ತಮುತ್ತ ಬಿಗಿ ಭದ್ರತೆ ಕೈಗೊಳ್ಳಲಾಗಿದೆ. ಪ್ರವಾಸಿಗರ ಸುರಕ್ಷತೆಗಾಗಿ ಹೆಚ್ಚಿನ ಪೊಲೀಸ್ ಸಿಬ್ಬಂದಿ ನಿಯೋಜಿಸಲಾಗಿದೆ. ಪ್ರತಿಯೊಂದು ವಾಹನವನ್ನು ತಪಾಸಣೆ ಮಾಡಲಾಗುತ್ತಿದೆ. ಹೋಟೆಲ್ ಹಾಗೂ ಲಾಡ್ಜ್‌ಗಳಲ್ಲಿ ವಾಸ್ತವ್ಯ ಹೂಡಿರುವವರ ಮಾಹಿತಿ ಸಂಗ್ರಹಿಸಲಾಗುತ್ತಿದೆ. ಕಾರವಾರದಲ್ಲಿ ಪೊಲೀಸರ ಕಟ್ಟೆಚ್ಚರ: ಕಾರವಾರ ನೌಕಾನೆಲೆ ಸೇರಿದಂತೆ ಕರಾವಳಿ ಪ್ರದೇಶದಲ್ಲಿ ಪೊಲೀಸರು ಕಟ್ಟೆಚ್ಚರ ವಹಿಸಿದ್ದಾರೆ. ಕೈಗಾ ಅಣುವಿದ್ಯುತ್ ಸ್ಥಾವರದ ಸುತ್ತಲೂ ಭದ್ರತೆ ಹೆಚ್ಚಿಸಲಾಗಿದೆ. ಗೋಕರ್ಣ, ಮುರುಡೇಶ್ವರ ಮುಂತಾದ ಪ್ರವಾಸಿ ತಾಣಗಳಲ್ಲಿ ನಿಗಾ ವಹಿಸಲಾಗಿದೆ. ಬೆಳ್ಳಾರಿಯಲ್ಲಿ ತೀವ್ರ ಪರಿಶೀಲನೆ: ಬಳ್ಳಾರಿ ರೈಲು ನಿಲ್ದಾಣ ಹಾಗೂ ಬಸ್ ನಿಲ್ದಾಣಗಳಲ್ಲಿ ಬಾಂಬ್ ಪತ್ತೆ ದಳದಿಂದ ತಪಾಸಣೆ ನಡೆಸಲಾಯಿತು. ಪ್ರಯಾಣಿಕರ ಲಗೇಜ್‌ಗಳನ್ನು ಪರಿಶೀಲಿಸಲಾಯಿತು.	[338, 731, 576, 1154]
school-quote-icon: ❝	[591, 1343, 631, 1402]
bhutan-box-body: ಭೂತಾನ್‌ನ ಪಾರಂಪರಿಕ ದೇಗುಲ ನಿರ್ಮಿಸಲು ವಾರಾಣಸಿಯಲ್ಲಿ ಭೂಮಿ ನೀಡುವುದಾಗಿ ಪ್ರಧಾನಿ ಮೋದಿ ಘೋಷಿಸಿದರು. ಅಲ್ಲದೆ 10,000 ಕೋಟಿ ರೂ. ನೆರವು ನೀಡುವುದಾಗಿ ಪ್ರಕಟಿಸಿದರು. ಉಭಯ ದೇಶಗಳ ನಡುವಿನ ಸಾಂಸ್ಕೃತಿಕ ಬಾಂಧವ್ಯ ಮತ್ತಷ್ಟು ಗಟ್ಟಿಯಾಗಲಿದೆ ಎಂದರು.	[1203, 1348, 1498, 1415]
zodiac-icon: ✦	[193, 1083, 216, 1106]
sign-text: ಆಪ್ತರ ಜತೆ ಮನಸ್ತಾಪ ಸಂಭವ. ಮೌನವಾಗಿರುವುದು ಒಳಿತು.	[71, 1103, 167, 1177]
nithari-headline[interactable]: ನಿರ್ಧಾರ ಸರಿಪಡಿಸಲು ಹತ್ತೆ ಪ್ರಕರಣ: ಸುರೇಂದ್ರ ಕೋಲಿ ಬಿಡುಗಡೆ	[338, 1788, 453, 1865]
horoscope-sign	[42, 1080, 183, 1182]
meeting-photo	[376, 205, 645, 366]
statewide-body: ಬೆಂಗಳೂರು: ದೆಹಲಿಯ ಕಾರು ಸ್ಫೋಟದ ಹಿನ್ನೆಲೆಯಲ್ಲಿ ರಾಜ್ಯಾದ್ಯಂತ ಹೈ ಅಲರ್ಟ್ ಘೋಷಿಸಲಾಗಿದೆ ಎಂದು ಗೃಹ ಸಚಿವ ಜಿ. ಪರಮೇಶ್ವರ್ ತಿಳಿಸಿದ್ದಾರೆ. ಪೊಲೀಸ್ ಆಯುಕ್ತ ಸೀಮಂತ್ ಕುಮಾರ್ ಸಿಂಗ್ ಅವರು ಪ್ರಮುಖ ಸ್ಥಳಗಳಲ್ಲಿ ಪೆಟ್ರೋಲಿಂಗ್ ಹೆಚ್ಚಿಸುವಂತೆ ಸೂಚಿಸಿದ್ದಾರೆ.	[1113, 753, 1305, 873]
zodiac-icon: ✦	[42, 1185, 65, 1208]
delhi-story	[844, 1608, 1504, 1915]
kooga-story	[42, 1830, 334, 2352]
horoscope-sign	[193, 1080, 334, 1182]
registration-marks-left	[138, 2356, 200, 2371]
nda-body-3: ಎನ್‌ಡಿಎ ಮೈತ್ರಿಕೂಟದ ಮುಖ್ಯಮಂತ್ರಿ ಅಭ್ಯರ್ಥಿ ನಿತೀಶ್ ಕುಮಾರ್ ನೇತೃತ್ವದಲ್ಲಿ ಸರ್ಕಾರ ರಚನೆಯಾಗಲಿದೆ. ತೇಜಸ್ವಿ ಯಾದವ್ ನೇತೃತ್ವದ ಮಹಾಘಟಬಂಧನ್ ತೀವ್ರ ಪೈಪೋಟಿ ನೀಡಿದೆ. ನವೆಂಬರ್ 14ರಂದು ಮತ ಎಣಿಕೆ ನಡೆಯಲಿದ್ದು, ಫಲಿತಾಂಶ ಪ್ರಕಟವಾಗಲಿದೆ.	[1067, 2088, 1504, 2135]
sign-name: ಮೇಷ	[71, 899, 102, 917]
sign-name: ಕಟಕ	[71, 1185, 96, 1204]
jilla-headline[interactable]: ಜಿಲ್ಲಾ ಮಟ್ಟದಲ್ಲೂ ಕಟ್ಟೆಚ್ಚರಕ್ಕೆ ಸೂಚನೆ	[1119, 981, 1361, 1004]
sign-name: ತುಲಾ	[223, 899, 251, 917]
ammonium-box-body: ಪುಣೆ: ಸ್ಫೋಟದಲ್ಲಿ ಅಮೋನಿಯಂ ನೈಟ್ರೇಟ್ ಬಳಸಲಾಗಿದೆ ಎಂದು ಪ್ರಾಥಮಿಕ ತನಿಖೆಯಿಂದ ತಿಳಿದುಬಂದಿದೆ. ವಿಧಿವಿಜ್ಞಾನ ಪ್ರಯೋಗಾಲಯದ ತಜ್ಞರು ಸ್ಥಳದಲ್ಲಿ ಮಾದರಿ ಸಂಗ್ರಹಿಸಿದ್ದಾರೆ. ಹೆಚ್ಚಿನ ತನಿಖೆ ಮುಂದುವರಿದಿದೆ.	[344, 2226, 654, 2273]
kidi-author: ವಾಸುದೇವರಾವ್ ಕಕ್ಕೆರೇವಿ	[111, 700, 212, 715]
horoscope-sign	[42, 998, 183, 1081]
shah-body: ಪುಣೆ: ದೆಹಲಿ ಸ್ಫೋಟದ ಹಿಂದಿರುವ ಪ್ರತಿಯೊಬ್ಬರನ್ನೂ ಪತ್ತೆಹಚ್ಚಿ ಕಠಿಣ ಶಿಕ್ಷೆ ನೀಡಲಾಗುವುದು ಎಂದು ಕೇಂದ್ರ ಗೃಹ ಸಚಿವ ಅಮಿತ್ ಶಾ ತಿಳಿಸಿದರು. ಉನ್ನತ ಮಟ್ಟದ ಸಭೆ ನಡೆಸಿದ ಅವರು ತನಿಖೆಯ ಪ್ರಗತಿ ಪರಿಶೀಲಿಸಿದರು.	[668, 1970, 1051, 2017]
bhutan-box	[1197, 1305, 1504, 1604]
cartoon-tag: ರಾಮ ಬಾಣ	[1059, 115, 1166, 184]
ammonium-box	[338, 2194, 660, 2348]
jilla-story	[1113, 975, 1504, 1090]
jilla-body: ರಾಜ್ಯದ ಎಲ್ಲಾ ಜಿಲ್ಲೆಗಳಲ್ಲೂ ಕಟ್ಟೆಚ್ಚರ ವಹಿಸುವಂತೆ ಸೂಚಿಸಲಾಗಿದೆ. ಧಾರ್ಮಿಕ ಸ್ಥಳಗಳು, ಮಾರುಕಟ್ಟೆಗಳು ಮತ್ತು ಜನನಿಬಿಡ ಪ್ರದೇಶಗಳಲ್ಲಿ ನಿಗಾ ಇಡುವಂತೆ ಪೊಲೀಸ್ ಮಹಾನಿರ್ದೇಶಕರು ಎಲ್ಲಾ ಜಿಲ್ಲಾ ವರಿಷ್ಠಾಧಿಕಾರಿಗಳಿಗೆ ಸೂಚನೆ ನೀಡಿದ್ದಾರೆ. ಅನುಮಾನಾಸ್ಪದ ವ್ಯಕ್ತಿಗಳ ಬಗ್ಗೆ ಮಾಹಿತಿ ನೀಡುವಂತೆ ಸಾರ್ವಜನಿಕರಲ್ಲಿ ಮನವಿ ಮಾಡಲಾಗಿದೆ.	[1119, 1008, 1498, 1071]
sign-name: ವೃಶ್ಚಿಕ	[223, 1000, 252, 1019]
nda-headline[interactable]: ಎನ್‌ಡಿಎಗೆ ಬಹುಮತ, ಎಂಜಿಬಿಗೆ ಹಿನ್ನಡೆ	[1067, 1938, 1504, 1969]
press-meet-photo	[1113, 635, 1504, 742]
sign-text: ಮಾನಸಿಕ ಒತ್ತಡ ನಿವಾರಣೆ. ಆರ್ಥಿಕ ಲಾಭ.	[223, 1205, 334, 1241]
sign-text: ನಿಮ್ಮ ಪರಿಶ್ರಮ ಇಂದು ಫಲ ನೀಡುವುದು. ಸಂತೋಷ.	[71, 1287, 169, 1342]
shah-headline[interactable]: ಪ್ರತೀಯೊಬ್ಬರನ್ನೂ ಬೇಟೆಯಾಡಿ: ಶಾ	[668, 1938, 1051, 1966]
horoscope-sign	[42, 1182, 183, 1265]
kashmiri-body: ಪುಣೆ: ದೆಹಲಿ ಕೆಂಪುಕೋಟೆ ಬಳಿ ಸಂಭವಿಸಿದ ಕಾರು ಸ್ಫೋಟದ ಹಿಂದೆ ಕಾಶ್ಮೀರಿ ವೈದ್ಯನ ಕೈವಾಡವಿರುವುದು ತನಿಖೆಯಿಂದ ಬೆಳಕಿಗೆ ಬಂದಿದೆ. ಫರೀದಾಬಾದ್‌ನಲ್ಲಿ ವಶಪಡಿಸಿಕೊಂಡ 2900 ಕೆಜಿ ಸ್ಫೋಟಕಗಳೊಂದಿಗೆ ಈ ಪ್ರಕರಣಕ್ಕೆ ನಂಟಿದೆ ಎನ್ನಲಾಗಿದೆ. ಕಾರು ಚಲಾಯಿಸುತ್ತಿದ್ದ ವ್ಯಕ್ತಿ ಡಾ. ಉಮರ್ ನಬಿ ಎಂದು ಗುರುತಿಸಲಾಗಿದೆ. ಆತ ಜೈಷ್-ಎ-ಮೊಹಮ್ಮದ್ ಉಗ್ರ ಸಂಘಟನೆಯೊಂದಿಗೆ ಸಂಪರ್ಕ ಹೊಂದಿದ್ದ ಎಂದು ತಿಳಿದುಬಂದಿದೆ. ಡಿಎನ್‌ಎ ಪರೀಕ್ಷೆಯ ಮೂಲಕ ಗುರುತು ಖಚಿತಪಡಿಸಲಾಗುವುದು. ತನಿಖಾ ಸಂಸ್ಥೆಗಳು ವಿವಿಧ ರಾಜ್ಯಗಳಲ್ಲಿ ದಾಳಿ ನಡೆಸುತ್ತಿವೆ.	[338, 1974, 660, 2094]
sign-name: ವೃಷಭ	[71, 1000, 104, 1019]
